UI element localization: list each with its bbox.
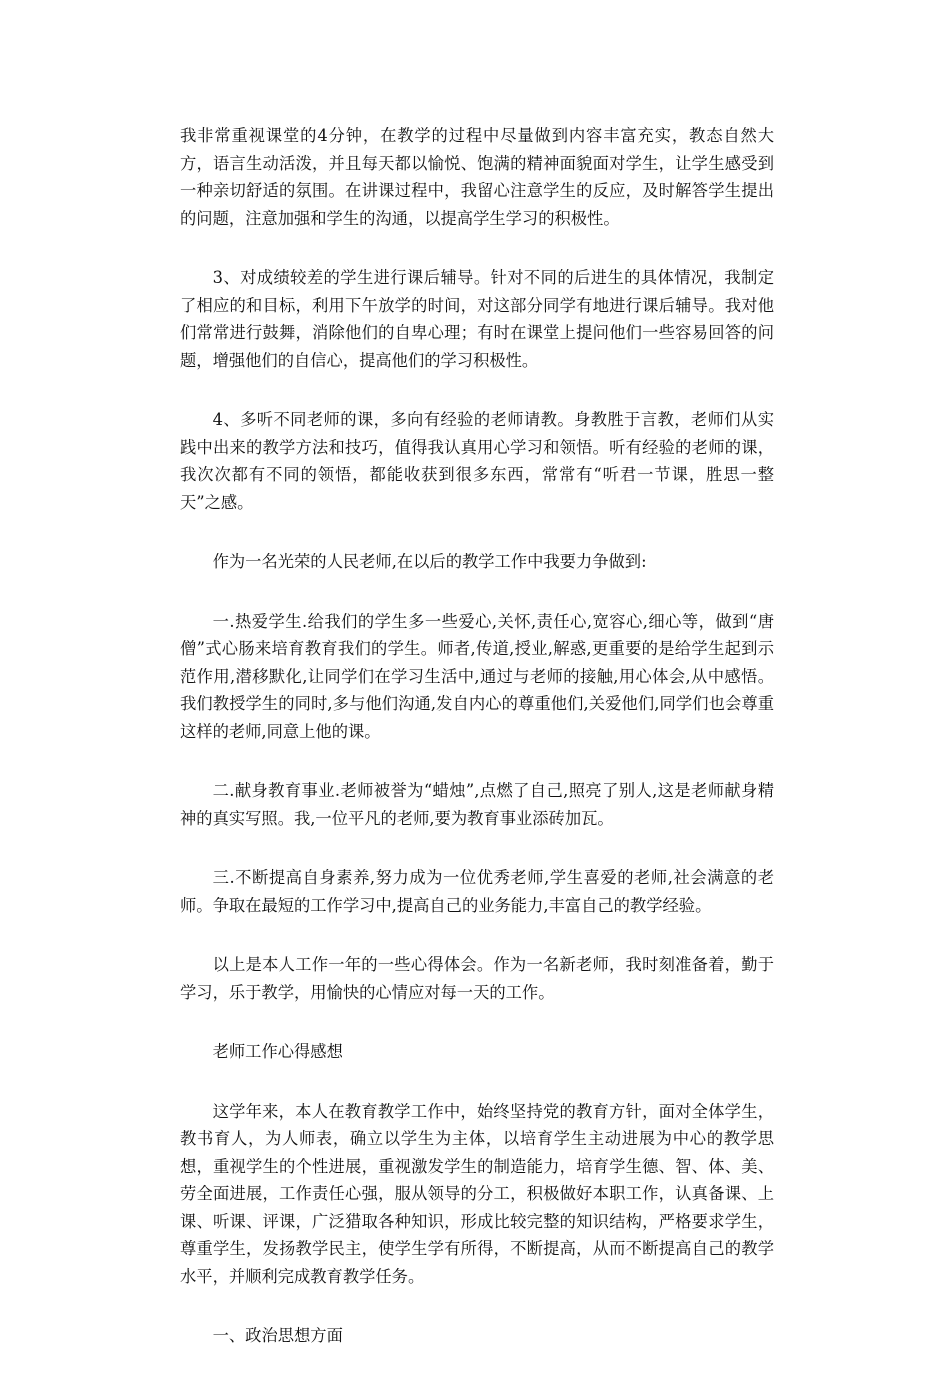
- section-heading-political-thought: 一、政治思想方面: [212, 1326, 343, 1345]
- paragraph-love-students: 一.热爱学生.给我们的学生多一些爱心,关怀,责任心,宽容心,细心等，做到“唐僧”式心肠来培育教育我们的学生。师者,传道,授业,解惑,更重要的是给学生起到示范作用,潜移默化,让同学们在学习生活中,通过与老师的接触,用心体会,从中感悟。我们教授学生的同时,多与他们沟通,发自内心的尊重他们,关爱他们,同学们也会尊重这样的老师,同意上他的课。: [180, 611, 774, 741]
- paragraph-classroom-4-minutes: 我非常重视课堂的4分钟，在教学的过程中尽量做到内容丰富充实，教态自然大方，语言生动活泼，并且每天都以愉悦、饱满的精神面貌面对学生，让学生感受到一种亲切舒适的氛围。在讲课过程中，我留心注意学生的反应，及时解答学生提出的问题，注意加强和学生的沟通，以提高学生学习的积极性。: [180, 126, 774, 228]
- paragraph-summary: 以上是本人工作一年的一些心得体会。作为一名新老师，我时刻准备着，勤于学习，乐于教学，用愉快的心情应对每一天的工作。: [180, 955, 774, 1002]
- paragraph-dedicate-education: 二.献身教育事业.老师被誉为“蜡烛”,点燃了自己,照亮了别人,这是老师献身精神的真实写照。我,一位平凡的老师,要为教育事业添砖加瓦。: [180, 781, 774, 828]
- document-page: [180, 122, 774, 1382]
- paragraph-improve-quality: 三.不断提高自身素养,努力成为一位优秀老师,学生喜爱的老师,社会满意的老师。争取在最短的工作学习中,提高自己的业务能力,丰富自己的教学经验。: [180, 868, 774, 915]
- paragraph-school-year: 这学年来，本人在教育教学工作中，始终坚持党的教育方针，面对全体学生，教书育人，为人师表，确立以学生为主体，以培育学生主动进展为中心的教学思想，重视学生的个性进展，重视激发学生的制造能力，培育学生德、智、体、美、劳全面进展，工作责任心强，服从领导的分工，积极做好本职工作，认真备课、上课、听课、评课，广泛猎取各种知识，形成比较完整的知识结构，严格要求学生，尊重学生，发扬教学民主，使学生学有所得，不断提高，从而不断提高自己的教学水平，并顺利完成教育教学任务。: [180, 1101, 774, 1286]
- paragraph-after-class-tutoring: 3、对成绩较差的学生进行课后辅导。针对不同的后进生的具体情况，我制定了相应的和目标，利用下午放学的时间，对这部分同学有地进行课后辅导。我对他们常常进行鼓舞，消除他们的自卑心理；有时在课堂上提问他们一些容易回答的问题，增强他们的自信心，提高他们的学习积极性。: [180, 268, 774, 370]
- section-heading-teacher-reflections: 老师工作心得感想: [212, 1042, 343, 1061]
- paragraph-future-goals-intro: 作为一名光荣的人民老师,在以后的教学工作中我要力争做到:: [212, 552, 647, 571]
- paragraph-listen-to-teachers: 4、多听不同老师的课，多向有经验的老师请教。身教胜于言教，老师们从实践中出来的教学方法和技巧，值得我认真用心学习和领悟。听有经验的老师的课，我次次都有不同的领悟，都能收获到很多东西，常常有“听君一节课，胜思一整天”之感。: [180, 410, 774, 512]
